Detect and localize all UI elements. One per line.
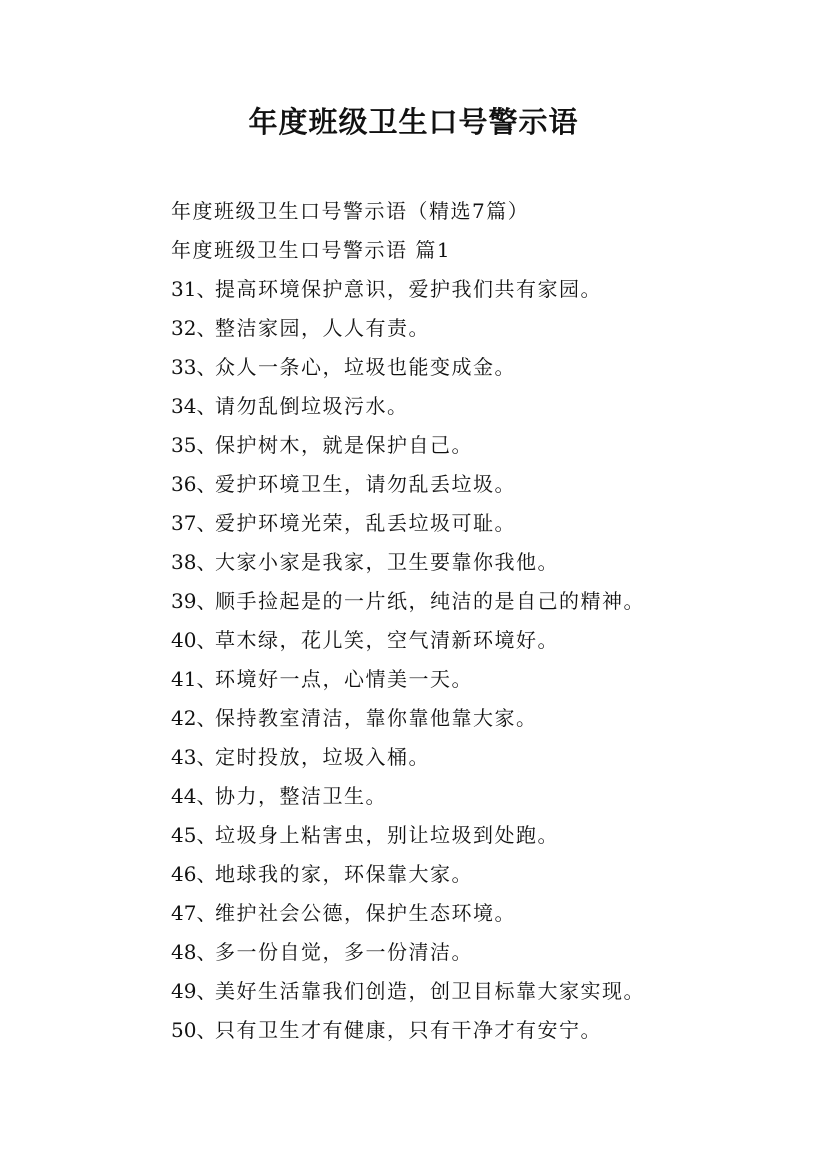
list-item: [171, 660, 771, 699]
item-text: 爱护环境卫生，请勿乱丢垃圾。: [215, 472, 516, 496]
document-body: [171, 192, 771, 1050]
list-item: [171, 504, 771, 543]
item-text: 维护社会公德，保护生态环境。: [215, 901, 516, 925]
item-text: 地球我的家，环保靠大家。: [215, 862, 473, 886]
item-number: 50、: [171, 1018, 217, 1042]
item-number: 33、: [171, 355, 217, 379]
item-number: 38、: [171, 550, 217, 574]
item-text: 草木绿，花儿笑，空气清新环境好。: [215, 628, 559, 652]
list-item: [171, 855, 771, 894]
item-number: 49、: [171, 979, 217, 1003]
item-text: 定时投放，垃圾入桶。: [215, 745, 430, 769]
list-item: [171, 426, 771, 465]
list-item: [171, 972, 771, 1011]
list-item: [171, 348, 771, 387]
document-subtitle: 年度班级卫生口号警示语（精选7篇）: [171, 199, 530, 223]
item-number: 48、: [171, 940, 217, 964]
item-text: 爱护环境光荣，乱丢垃圾可耻。: [215, 511, 516, 535]
list-item: [171, 465, 771, 504]
item-text: 请勿乱倒垃圾污水。: [215, 394, 409, 418]
item-number: 36、: [171, 472, 217, 496]
item-number: 46、: [171, 862, 217, 886]
list-item: [171, 933, 771, 972]
item-number: 39、: [171, 589, 217, 613]
list-item: [171, 543, 771, 582]
item-text: 美好生活靠我们创造，创卫目标靠大家实现。: [215, 979, 645, 1003]
item-number: 37、: [171, 511, 217, 535]
item-number: 47、: [171, 901, 217, 925]
item-number: 42、: [171, 706, 217, 730]
item-number: 32、: [171, 316, 217, 340]
item-text: 环境好一点，心情美一天。: [215, 667, 473, 691]
item-text: 整洁家园，人人有责。: [215, 316, 430, 340]
item-number: 40、: [171, 628, 217, 652]
list-item: [171, 777, 771, 816]
item-text: 提高环境保护意识，爱护我们共有家园。: [215, 277, 602, 301]
list-item: [171, 894, 771, 933]
document-title: 年度班级卫生口号警示语: [248, 105, 579, 139]
list-item: [171, 738, 771, 777]
item-text: 垃圾身上粘害虫，别让垃圾到处跑。: [215, 823, 559, 847]
list-item: [171, 816, 771, 855]
list-item: [171, 387, 771, 426]
item-number: 34、: [171, 394, 217, 418]
item-number: 31、: [171, 277, 217, 301]
item-number: 44、: [171, 784, 217, 808]
item-text: 保护树木，就是保护自己。: [215, 433, 473, 457]
section-heading: 年度班级卫生口号警示语 篇1: [171, 238, 452, 262]
item-number: 35、: [171, 433, 217, 457]
list-item: [171, 1011, 771, 1050]
slogan-list: [171, 270, 771, 1050]
item-text: 协力，整洁卫生。: [215, 784, 387, 808]
item-text: 保持教室清洁，靠你靠他靠大家。: [215, 706, 538, 730]
list-item: [171, 582, 771, 621]
list-item: [171, 309, 771, 348]
list-item: [171, 621, 771, 660]
item-number: 41、: [171, 667, 217, 691]
item-text: 众人一条心，垃圾也能变成金。: [215, 355, 516, 379]
list-item: [171, 699, 771, 738]
item-text: 大家小家是我家，卫生要靠你我他。: [215, 550, 559, 574]
list-item: [171, 270, 771, 309]
item-text: 顺手捡起是的一片纸，纯洁的是自己的精神。: [215, 589, 645, 613]
item-text: 多一份自觉，多一份清洁。: [215, 940, 473, 964]
item-number: 45、: [171, 823, 217, 847]
item-number: 43、: [171, 745, 217, 769]
item-text: 只有卫生才有健康，只有干净才有安宁。: [215, 1018, 602, 1042]
